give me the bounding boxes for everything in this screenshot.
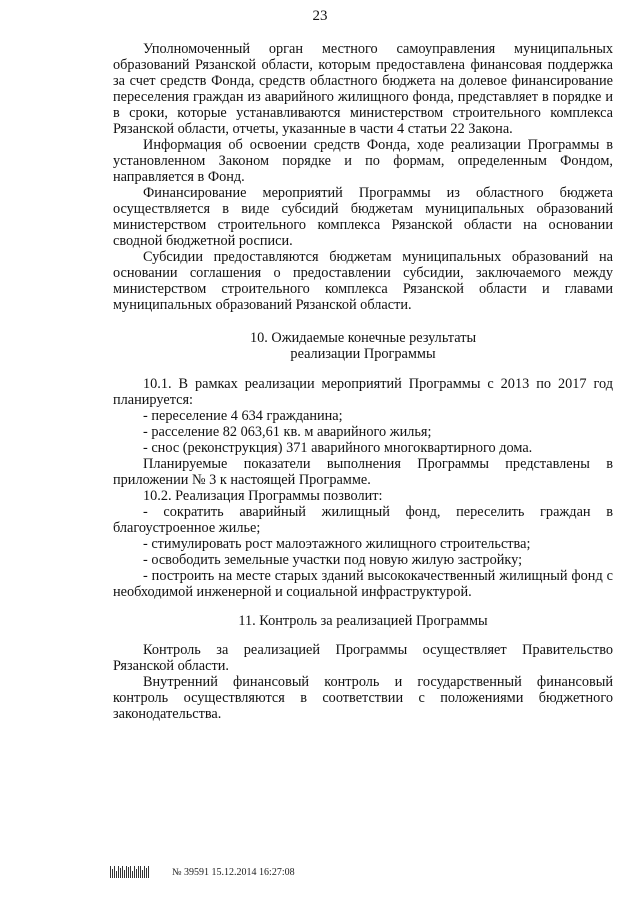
document-body (113, 41, 613, 722)
paragraph: Контроль за реализацией Программы осуществляет Правительство Рязанской области. (113, 642, 613, 674)
list-item: - построить на месте старых зданий высококачественный жилищный фонд с необходимой инженерной и социальной инфраструктурой. (113, 568, 613, 600)
page-number: 23 (312, 8, 328, 24)
barcode-icon (110, 866, 166, 878)
document-footer (110, 866, 295, 878)
list-item: - стимулировать рост малоэтажного жилищного строительства; (143, 536, 531, 552)
list-item: - освободить земельные участки под новую жилую застройку; (143, 552, 523, 568)
paragraph: Планируемые показатели выполнения Программы представлены в приложении № 3 к настоящей Программе. (113, 456, 613, 488)
list-item: - сократить аварийный жилищный фонд, переселить граждан в благоустроенное жилье; (113, 504, 613, 536)
document-number: № 39591 15.12.2014 16:27:08 (172, 866, 295, 878)
list-item: - снос (реконструкция) 371 аварийного многоквартирного дома. (143, 440, 533, 456)
paragraph: Субсидии предоставляются бюджетам муниципальных образований на основании соглашения о предоставлении субсидии, заключаемого между министерством строительного комплекса Рязанской области и главами муниципальных образований Рязанской области. (113, 249, 613, 313)
section-10-heading (113, 330, 613, 362)
section-11-heading: 11. Контроль за реализацией Программы (238, 613, 488, 629)
section-10-title-line1: 10. Ожидаемые конечные результаты (249, 330, 477, 346)
paragraph: 10.1. В рамках реализации мероприятий Программы с 2013 по 2017 год планируется: (113, 376, 613, 408)
paragraph: Уполномоченный орган местного самоуправления муниципальных образований Рязанской области, которым предоставлена финансовая поддержка за счет средств Фонда, средств областного бюджета на долевое финансирование переселения граждан из аварийного жилищного фонда, представляет в порядке и в сроки, которые устанавливаются министерством строительного комплекса Рязанской области, отчеты, указанные в части 4 статьи 22 Закона. (113, 41, 613, 137)
paragraph: Финансирование мероприятий Программы из областного бюджета осуществляется в виде субсидий бюджетам муниципальных образований министерством строительного комплекса Рязанской области на основании сводной бюджетной росписи. (113, 185, 613, 249)
list-item: - расселение 82 063,61 кв. м аварийного жилья; (143, 424, 432, 440)
paragraph: 10.2. Реализация Программы позволит: (143, 488, 383, 504)
section-10-title-line2: реализации Программы (290, 346, 436, 362)
paragraph: Внутренний финансовый контроль и государственный финансовый контроль осуществляются в соответствии с положениями бюджетного законодательства. (113, 674, 613, 722)
paragraph: Информация об освоении средств Фонда, ходе реализации Программы в установленном Законом порядке и по формам, определенным Фондом, направляется в Фонд. (113, 137, 613, 185)
list-item: - переселение 4 634 гражданина; (143, 408, 343, 424)
